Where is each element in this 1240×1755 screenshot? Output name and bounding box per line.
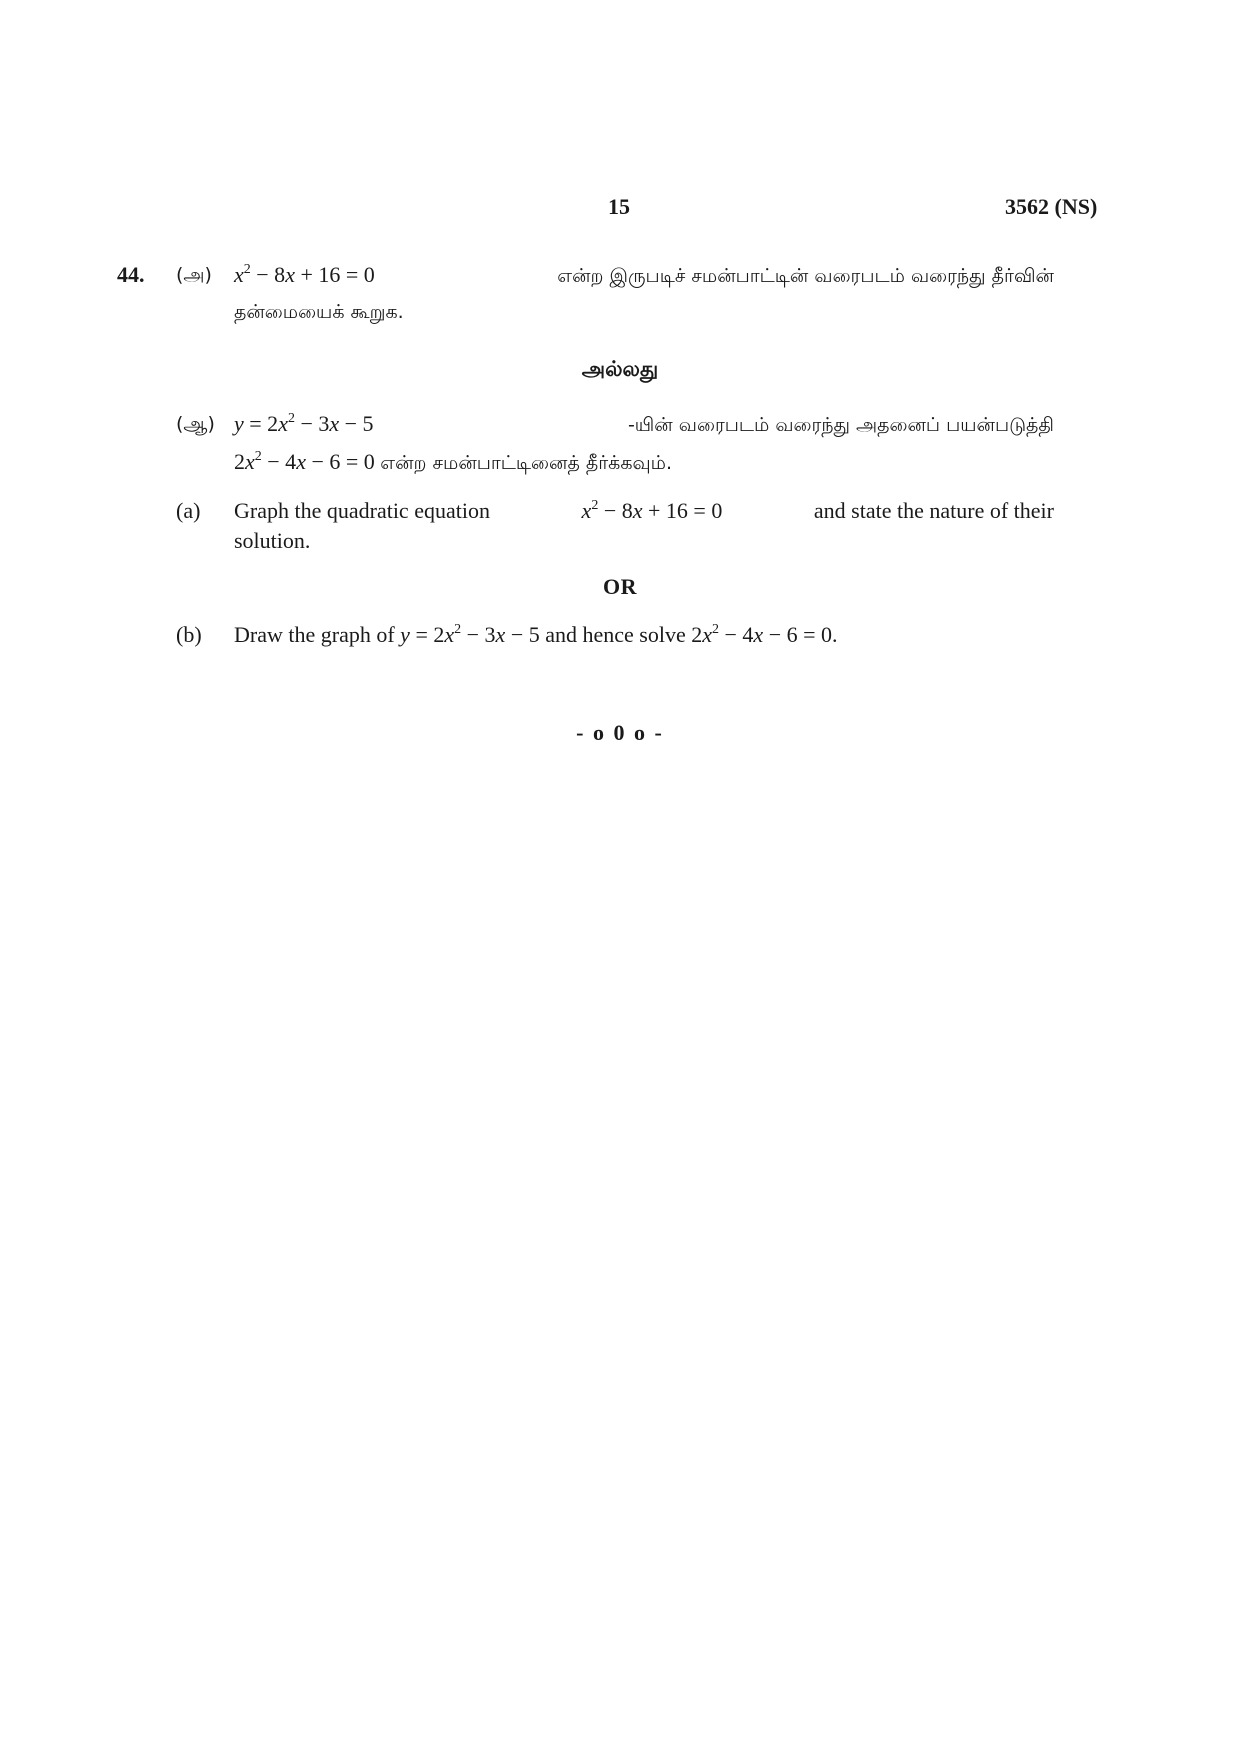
tamil-a-line1 — [234, 262, 1054, 290]
english-a-equation: $x^2 - 8x + 16 = 0$ — [581, 498, 723, 523]
tamil-b-line2 — [234, 449, 672, 477]
tamil-b-equation1: $y = 2x^2 - 3x - 5$ — [234, 411, 374, 436]
english-b-text-before: Draw the graph of — [234, 622, 395, 647]
english-b-text-middle: and hence solve — [545, 622, 686, 647]
tamil-a-label: (அ) — [176, 264, 212, 286]
english-a-text-before: Graph the quadratic equation — [234, 498, 490, 523]
end-mark: - o 0 o - — [576, 720, 664, 745]
english-a-line1 — [234, 498, 1054, 524]
tamil-a-line2: தன்மையைக் கூறுக. — [234, 301, 404, 323]
exam-code: 3562 (NS) — [1005, 194, 1098, 219]
page-number: 15 — [608, 194, 630, 219]
english-b-label: (b) — [176, 622, 202, 647]
english-a-text-after: and state the nature of their — [813, 498, 1054, 523]
english-a-label: (a) — [176, 498, 201, 523]
tamil-b-label: (ஆ) — [176, 413, 215, 435]
tamil-b-text1: -யின் வரைபடம் வரைந்து அதனைப் பயன்படுத்தி — [627, 414, 1054, 436]
tamil-b-text2: என்ற சமன்பாட்டினைத் தீர்க்கவும். — [380, 452, 672, 474]
tamil-a-equation: $x^2 - 8x + 16 = 0$ — [234, 262, 375, 287]
english-b-equation1: $y = 2x^2 - 3x - 5$ — [400, 622, 540, 647]
tamil-b-line1 — [234, 411, 1054, 439]
english-or-heading: OR — [603, 574, 637, 599]
english-b-line — [234, 622, 838, 648]
tamil-or-heading: அல்லது — [581, 357, 659, 381]
question-number: 44. — [117, 262, 145, 287]
tamil-a-text1: என்ற இருபடிச் சமன்பாட்டின் வரைபடம் வரைந்து தீர்வின் — [557, 265, 1054, 287]
english-a-line2: solution. — [234, 528, 311, 553]
english-b-equation2: $2x^2 - 4x - 6 = 0$. — [691, 622, 838, 647]
tamil-b-equation2: $2x^2 - 4x - 6 = 0$ — [234, 449, 375, 474]
